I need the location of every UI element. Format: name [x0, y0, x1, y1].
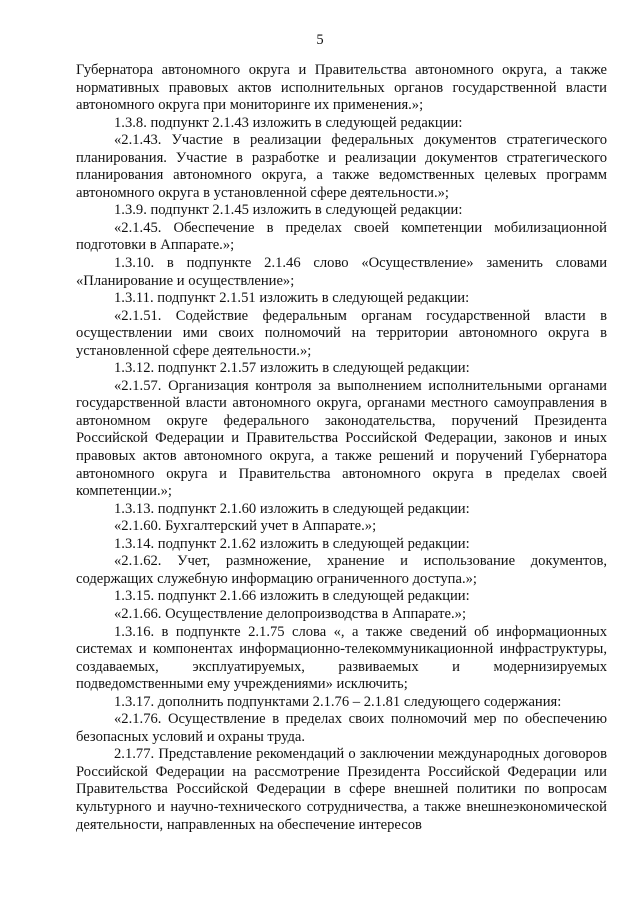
- paragraph-item-1-3-13: 1.3.13. подпункт 2.1.60 изложить в следующей редакции:: [114, 500, 470, 517]
- paragraph-quote-2-1-43: «2.1.43. Участие в реализации федеральных документов стратегического планирования. Участие в разработке и реализации документов стратегического планирования автономного округа, а также ведомственных целевых программ автономного округа в установленной сфере деятельности.»;: [76, 132, 607, 201]
- paragraph-item-1-3-15: 1.3.15. подпункт 2.1.66 изложить в следующей редакции:: [114, 588, 470, 605]
- paragraph-item-1-3-14: 1.3.14. подпункт 2.1.62 изложить в следующей редакции:: [114, 535, 470, 552]
- paragraph-item-1-3-10: 1.3.10. в подпункте 2.1.46 слово «Осуществление» заменить словами «Планирование и осуществление»;: [76, 255, 607, 289]
- paragraph-item-1-3-11: 1.3.11. подпункт 2.1.51 изложить в следующей редакции:: [114, 290, 470, 307]
- paragraph-quote-2-1-60: «2.1.60. Бухгалтерский учет в Аппарате.»;: [114, 518, 377, 535]
- paragraph-quote-2-1-57: «2.1.57. Организация контроля за выполнением исполнительными органами государственной власти автономного округа, органами местного самоуправления в автономном округе федерального законодательства, поручений Президента Российской Федерации и Правительства Российской Федерации, законов и иных правовых актов автономного округа, а также решений и поручений Губернатора автономного округа и Правительства автономного округа в пределах своей компетенции.»;: [76, 377, 607, 500]
- paragraph-quote-2-1-76: «2.1.76. Осуществление в пределах своих полномочий мер по обеспечению безопасных условий и охраны труда.: [76, 711, 607, 745]
- paragraph-quote-2-1-77: 2.1.77. Представление рекомендаций о заключении международных договоров Российской Федерации на рассмотрение Президента Российской Федерации или Правительства Российской Федерации в сфере внешней политики по вопросам культурного и научно-технического сотрудничества, а также внешнеэкономической деятельности, направленных на обеспечение интересов: [76, 746, 607, 833]
- paragraph-item-1-3-12: 1.3.12. подпункт 2.1.57 изложить в следующей редакции:: [114, 360, 470, 377]
- paragraph-quote-2-1-45: «2.1.45. Обеспечение в пределах своей компетенции мобилизационной подготовки в Аппарате.»;: [76, 219, 607, 254]
- paragraph-quote-2-1-66: «2.1.66. Осуществление делопроизводства в Аппарате.»;: [114, 605, 466, 622]
- paragraph-item-1-3-17: 1.3.17. дополнить подпунктами 2.1.76 – 2.1.81 следующего содержания:: [114, 693, 562, 710]
- paragraph-item-1-3-9: 1.3.9. подпункт 2.1.45 изложить в следующей редакции:: [114, 202, 463, 219]
- paragraph-continuation: Губернатора автономного округа и Правительства автономного округа, а также нормативных правовых актов исполнительных органов государственной власти автономного округа при мониторинге их применения.»;: [76, 62, 607, 114]
- paragraph-item-1-3-16: 1.3.16. в подпункте 2.1.75 слова «, а также сведений об информационных системах и компонентах информационно-телекоммуникационной инфраструктуры, создаваемых, эксплуатируемых, развиваемых и модернизируемых подведомственными ему учреждениями» исключить;: [76, 623, 607, 693]
- paragraph-quote-2-1-62: «2.1.62. Учет, размножение, хранение и использование документов, содержащих служебную информацию ограниченного доступа.»;: [76, 553, 607, 587]
- paragraph-quote-2-1-51: «2.1.51. Содействие федеральным органам государственной власти в осуществлении ими своих полномочий на территории автономного округа в установленной сфере деятельности.»;: [76, 307, 607, 359]
- paragraph-item-1-3-8: 1.3.8. подпункт 2.1.43 изложить в следующей редакции:: [114, 114, 463, 131]
- document-body: [76, 62, 607, 834]
- page-number: 5: [316, 32, 324, 48]
